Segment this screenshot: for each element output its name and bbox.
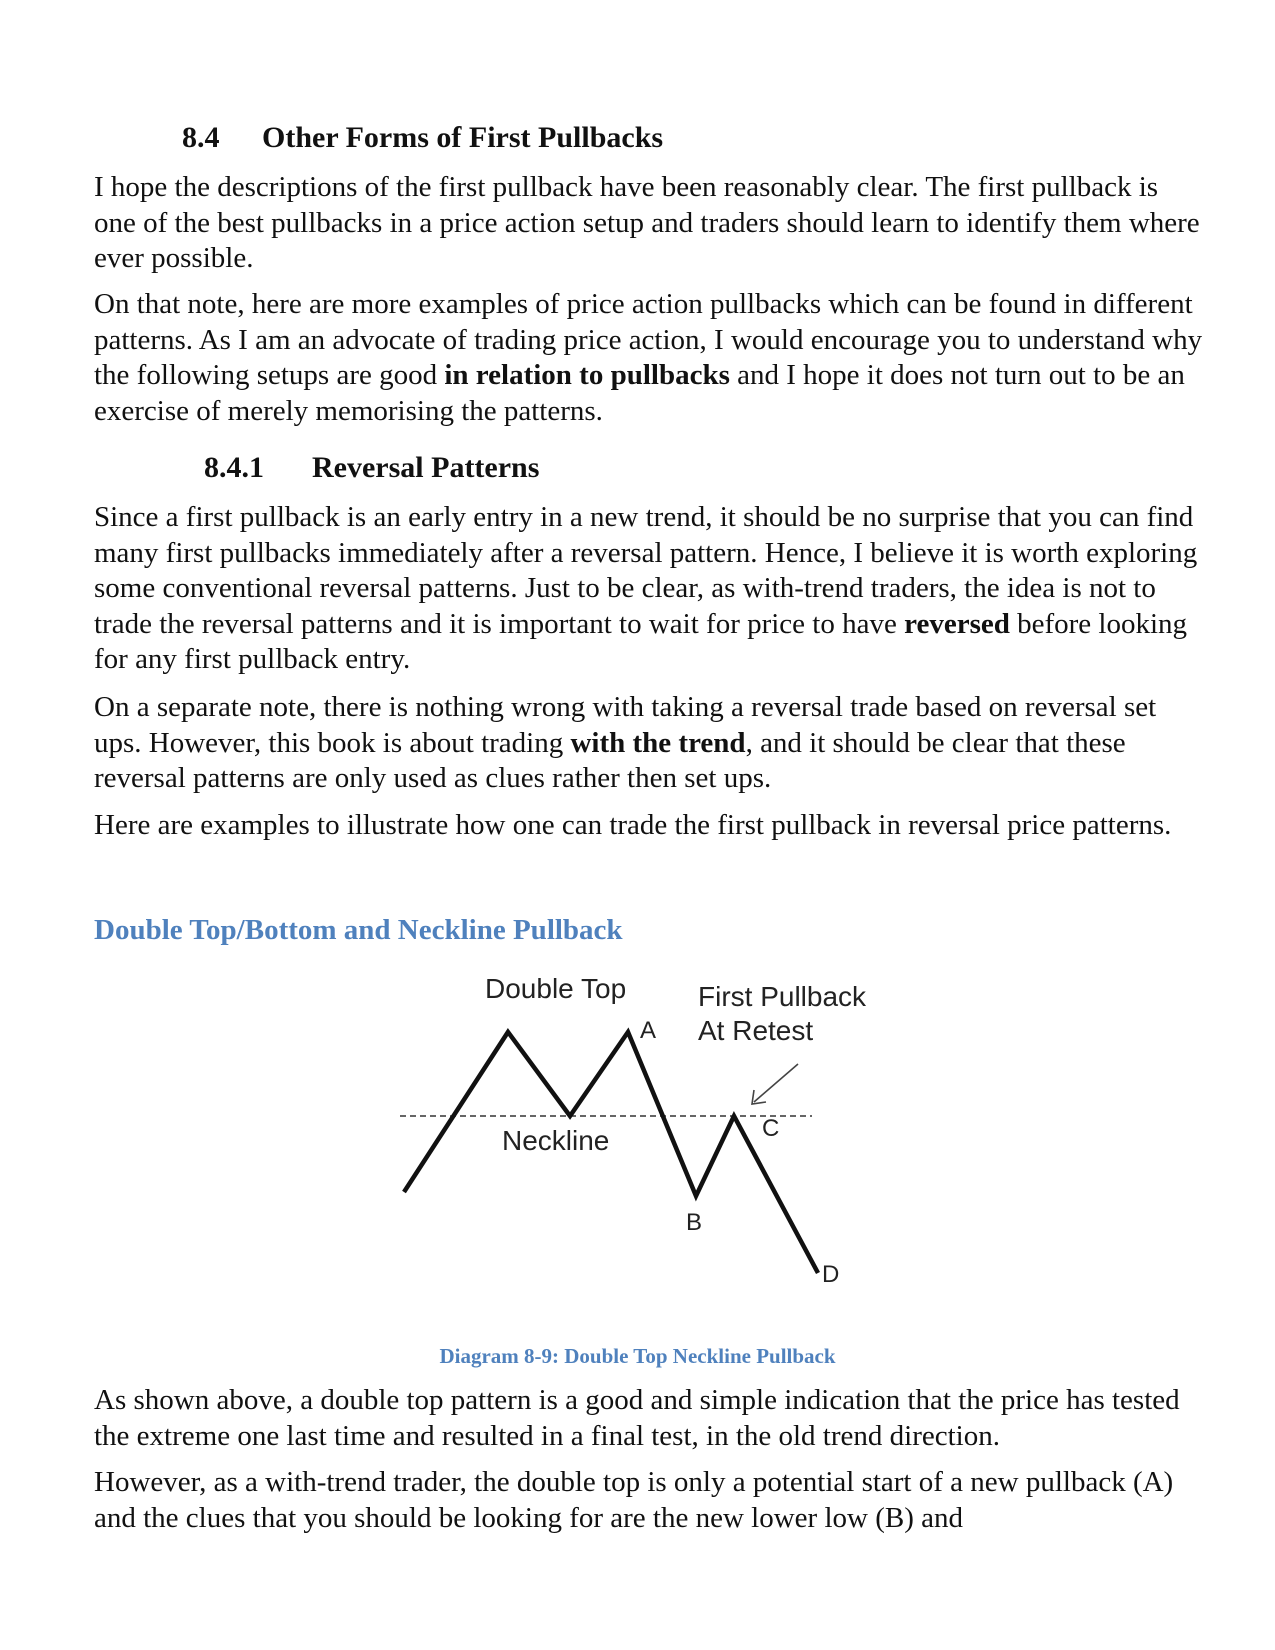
paragraph-examples xyxy=(94,287,1204,429)
point-b-label: B xyxy=(686,1209,703,1236)
neckline-label: Neckline xyxy=(502,1125,610,1156)
figure-caption: Diagram 8-9: Double Top Neckline Pullback xyxy=(439,1344,836,1368)
section-title: Other Forms of First Pullbacks xyxy=(262,121,664,154)
paragraph-text: On that note, here are more examples of price action pullbacks which can be found in different patterns. As I am an advocate of trading price action, I would encourage you to understand why the following setups are good xyxy=(94,288,1203,391)
paragraph-separate-note xyxy=(94,690,1204,797)
paragraph-text: However, as a with-trend trader, the double top is only a potential start of a new pullback (A) and the clues that you should be looking for are the new lower low (B) and xyxy=(94,1466,1174,1534)
subsection-number: 8.4.1 xyxy=(204,451,264,484)
point-a-label: A xyxy=(640,1017,657,1044)
paragraph-text: Here are examples to illustrate how one can trade the first pullback in reversal price patterns. xyxy=(94,809,1172,841)
paragraph-text: On a separate note, there is nothing wrong with taking a reversal trade based on reversal set ups. However, this book is about trading xyxy=(94,691,1157,759)
paragraph-intro xyxy=(94,170,1204,277)
figure-heading: Double Top/Bottom and Neckline Pullback xyxy=(94,914,623,946)
point-d-label: D xyxy=(822,1261,840,1288)
first-pullback-label: First Pullback xyxy=(698,981,867,1012)
paragraph-text: Since a first pullback is an early entry in a new trend, it should be no surprise that you can find many first pullbacks immediately after a reversal pattern. Hence, I believe it is worth exploring some conventional reversal patterns. Just to be clear, as with-trend traders, the idea is not to trade the reversal patterns and it is important to wait for price to have xyxy=(94,501,1198,640)
retest-arrow-line xyxy=(754,1064,798,1102)
double-top-diagram xyxy=(380,968,920,1328)
emphasis-text: in relation to pullbacks xyxy=(444,359,730,391)
price-path-line xyxy=(404,1032,818,1273)
emphasis-text: reversed xyxy=(904,607,1010,640)
diagram-canvas xyxy=(380,968,920,1328)
paragraph-double-top-explained xyxy=(94,1383,1204,1454)
paragraph-text: before looking for any first pullback entry. xyxy=(94,607,1188,675)
at-retest-label: At Retest xyxy=(698,1015,814,1046)
paragraph-with-trend-trader xyxy=(94,1465,1204,1536)
paragraph-text: As shown above, a double top pattern is a good and simple indication that the price has tested the extreme one last time and resulted in a final test, in the old trend direction. xyxy=(94,1384,1180,1452)
paragraph-reversal-intro xyxy=(94,500,1204,678)
emphasis-text: with the trend xyxy=(570,726,746,759)
subsection-title: Reversal Patterns xyxy=(312,451,540,484)
paragraph-text: I hope the descriptions of the first pullback have been reasonably clear. The first pullback is one of the best pullbacks in a price action setup and traders should learn to identify them where ever possible. xyxy=(94,171,1200,274)
double-top-label: Double Top xyxy=(485,973,627,1004)
section-number: 8.4 xyxy=(182,121,220,154)
paragraph-text: and I hope it does not turn out to be an exercise of merely memorising the patterns. xyxy=(94,359,1185,427)
paragraph-text: , and it should be clear that these reversal patterns are only used as clues rather then set ups. xyxy=(94,726,1126,794)
paragraph-examples-lead xyxy=(94,808,1204,844)
point-c-label: C xyxy=(762,1115,780,1142)
